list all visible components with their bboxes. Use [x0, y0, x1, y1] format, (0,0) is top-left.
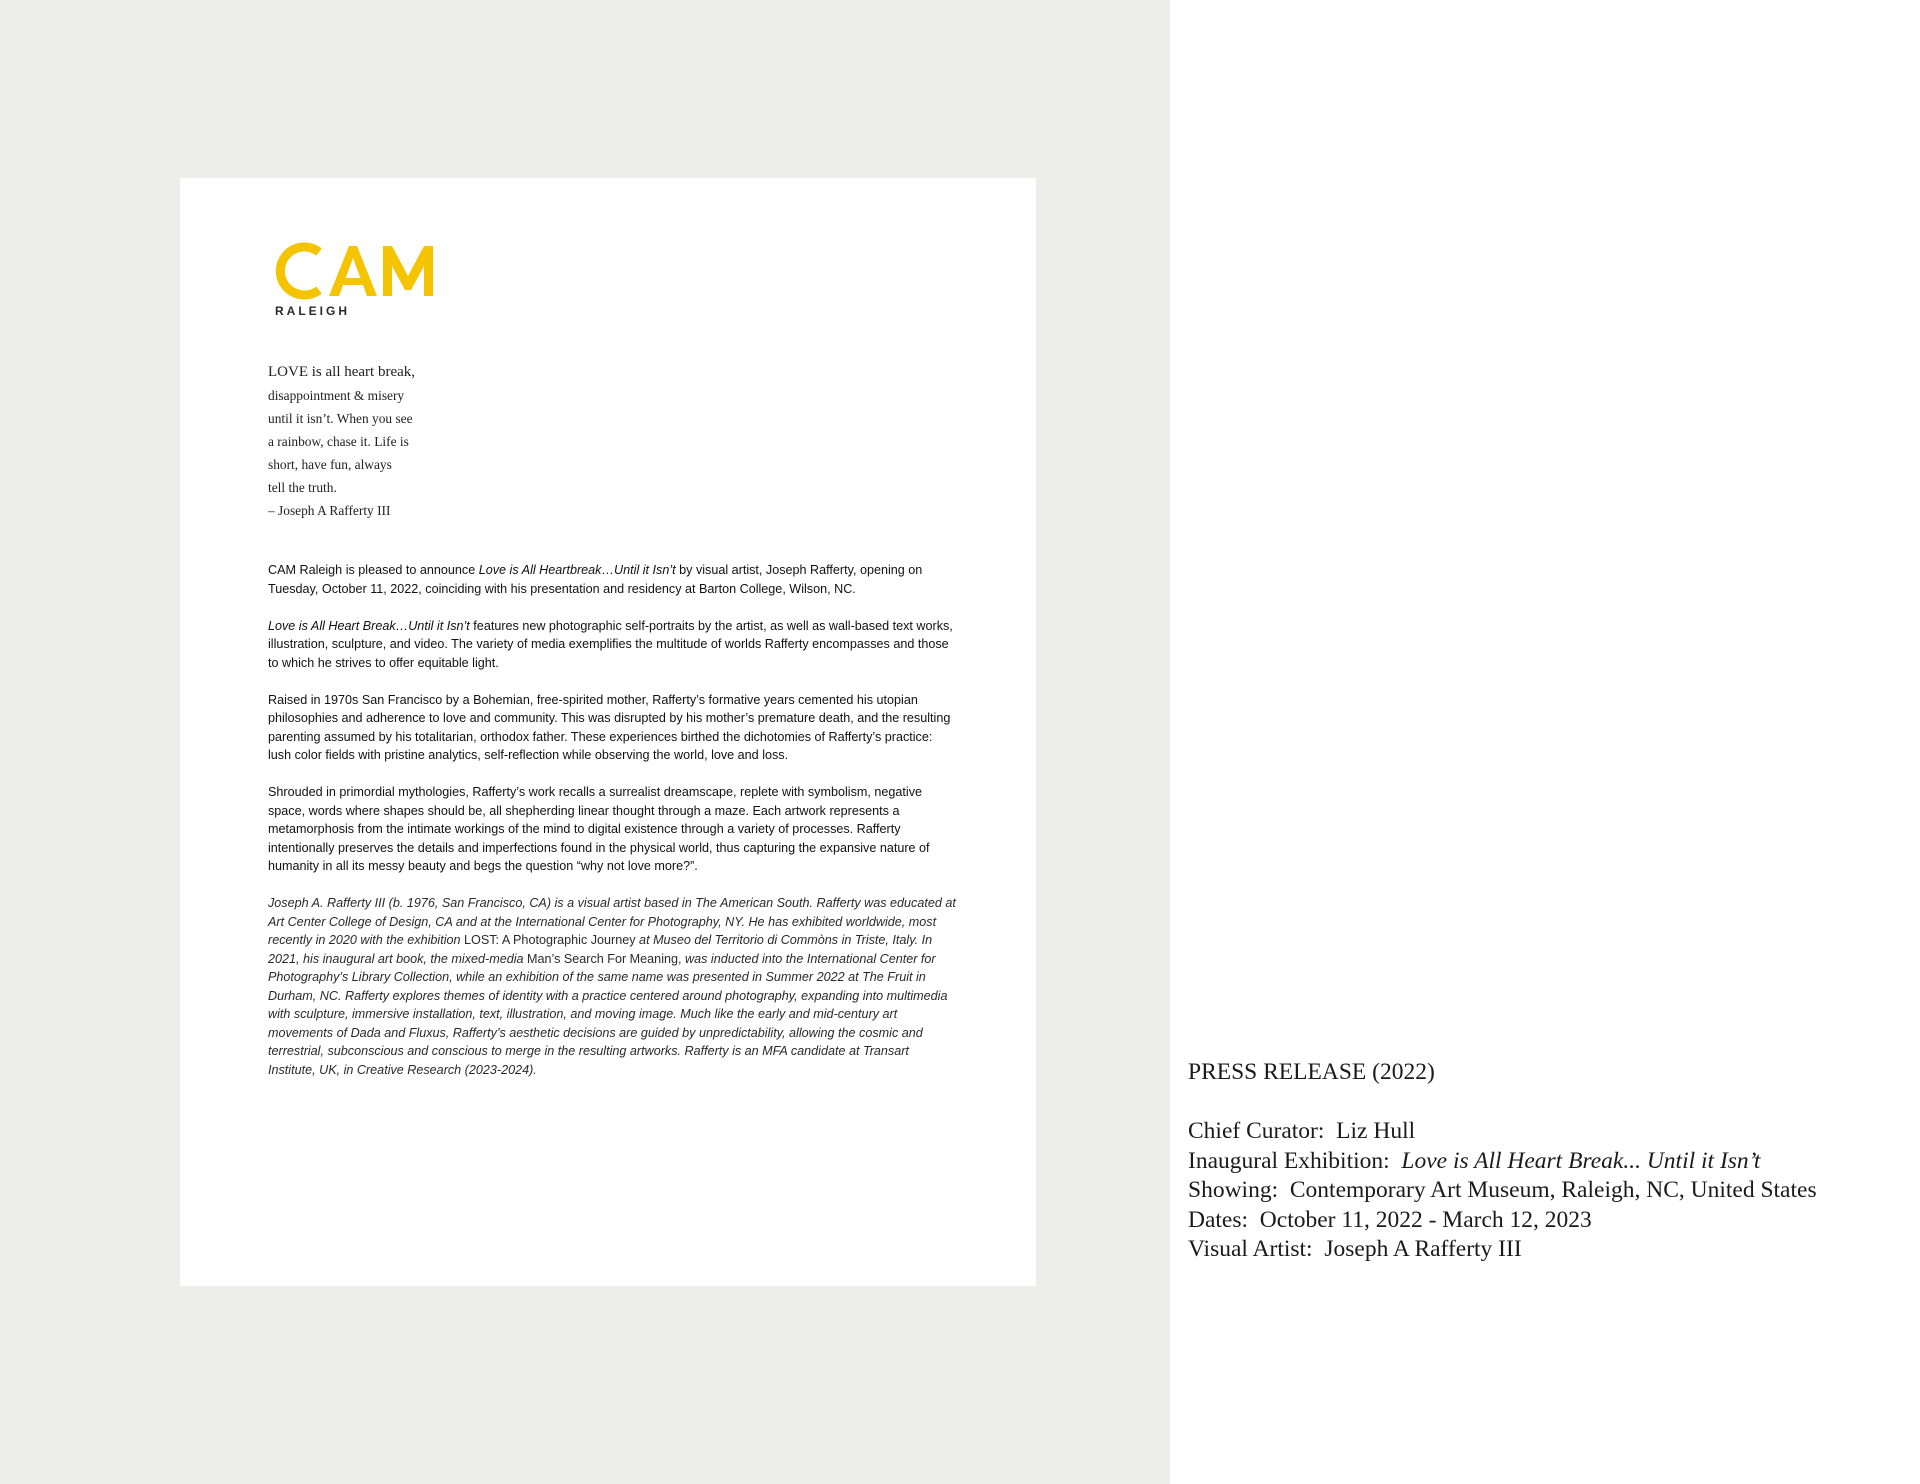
poem-line: tell the truth. — [268, 480, 337, 495]
paragraph-features — [268, 617, 958, 673]
poem-line: short, have fun, always — [268, 457, 392, 472]
exhibition-label: Inaugural Exhibition: — [1188, 1147, 1390, 1174]
press-release-info — [1188, 1058, 1908, 1265]
paragraph-announcement — [268, 561, 958, 598]
press-release-body — [268, 561, 958, 1098]
bio-text: Joseph A. Rafferty III (b. 1976, San Francisco, CA) is a visual artist based in The American South. Rafferty was educated at Art Center College of Design, CA and at the International Center for Photography, NY. He has exhibited worldwide, most recently in 2020 with the exhibition — [268, 896, 956, 947]
dates-label: Dates: — [1188, 1206, 1249, 1233]
info-exhibition — [1188, 1147, 1908, 1177]
bio-exhibition-title: LOST: A Photographic Journey — [464, 933, 636, 947]
exhibition-title: Love is All Heart Break…Until it Isn’t — [268, 618, 470, 633]
exhibition-title: Love is All Heartbreak…Until it Isn’t — [478, 563, 676, 577]
poem-attribution: – Joseph A Rafferty III — [268, 503, 391, 518]
announcement-text-cont: by visual artist, Joseph Rafferty, opening on Tuesday, October 11, 2022, coinciding with his presentation and residency at Barton College, Wilson, NC. — [268, 563, 923, 596]
poem-line: disappointment & misery — [268, 388, 405, 403]
artist-value: Joseph A Rafferty III — [1324, 1236, 1522, 1262]
showing-value: Contemporary Art Museum, Raleigh, NC, United States — [1289, 1177, 1817, 1203]
logo-subtitle: RALEIGH — [275, 304, 350, 318]
poem — [268, 361, 468, 522]
cam-logo-mark — [267, 240, 457, 302]
paragraph-artist-bio — [268, 894, 958, 1079]
info-showing — [1188, 1176, 1908, 1206]
announcement-text: CAM Raleigh is pleased to announce — [268, 563, 479, 577]
features-text: features new photographic self-portraits by the artist, as well as wall-based text works, illustration, sculpture, and video. The variety of media exemplifies the multitude of worlds Rafferty encompasses and those to which he strives to offer equitable light. — [268, 618, 953, 670]
info-heading: PRESS RELEASE (2022) — [1188, 1059, 1435, 1085]
paragraph-biography-early: Raised in 1970s San Francisco by a Bohemian, free-spirited mother, Rafferty’s formative years cemented his utopian philosophies and adherence to love and community. This was disrupted by his mother’s premature death, and the resulting parenting assumed by his totalitarian, orthodox father. These experiences birthed the dichotomies of Rafferty’s practice: lush color fields with pristine analytics, self-reflection while observing the world, love and loss. — [268, 692, 951, 762]
poem-line: a rainbow, chase it. Life is — [268, 434, 409, 449]
spacer — [1188, 1088, 1908, 1118]
info-artist — [1188, 1235, 1908, 1265]
curator-label: Chief Curator: — [1188, 1118, 1325, 1144]
showing-label: Showing: — [1188, 1177, 1279, 1203]
artist-label: Visual Artist: — [1188, 1236, 1313, 1262]
curator-value: Liz Hull — [1336, 1118, 1416, 1144]
poem-line: LOVE is all heart break, — [268, 364, 416, 380]
paragraph-work: Shrouded in primordial mythologies, Rafferty’s work recalls a surrealist dreamscape, replete with symbolism, negative space, words where shapes should be, all shepherding linear thought through a maze. Each artwork represents a metamorphosis from the intimate workings of the mind to digital existence through a variety of processes. Rafferty intentionally preserves the details and imperfections found in the physical world, thus capturing the expansive nature of humanity in all its messy beauty and begs the question “why not love more?”. — [268, 785, 930, 873]
press-release-page — [180, 178, 1036, 1286]
exhibition-value: Love is All Heart Break... Until it Isn’t — [1401, 1147, 1761, 1174]
info-curator — [1188, 1117, 1908, 1147]
bio-book-title: Man’s Search For Meaning, — [527, 951, 682, 966]
dates-value: October 11, 2022 - March 12, 2023 — [1259, 1206, 1592, 1233]
cam-raleigh-logo — [267, 240, 457, 318]
info-dates — [1188, 1206, 1908, 1236]
bio-text-cont: at Museo del Territorio di Commòns in Triste, Italy. In 2021, his inaugural art book, the mixed-media — [268, 933, 933, 966]
poem-line: until it isn’t. When you see — [268, 411, 413, 426]
bio-text-end: was inducted into the International Center for Photography’s Library Collection, while an exhibition of the same name was presented in Summer 2022 at The Fruit in Durham, NC. Rafferty explores themes of identity with a practice centered around photography, expanding into multimedia with sculpture, immersive installation, text, illustration, and moving image. Much like the early and mid-century art movements of Dada and Fluxus, Rafferty’s aesthetic decisions are guided by unpredictability, allowing the cosmic and terrestrial, subconscious and conscious to merge in the resulting artworks. Rafferty is an MFA candidate at Transart Institute, UK, in Creative Research (2023-2024). — [268, 951, 948, 1077]
